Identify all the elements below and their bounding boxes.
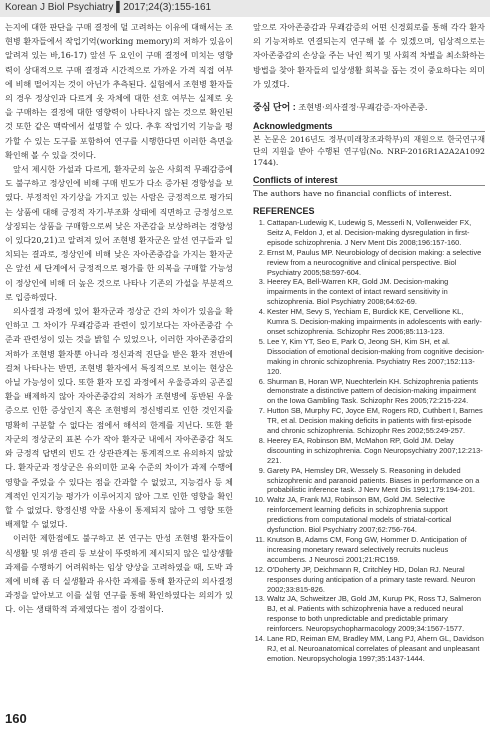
keywords-terms: 조현병·의사결정·무쾌감증·자아존중. [298,102,428,113]
acknowledgments-section [253,121,485,169]
reference-item: 6. Shurman B, Horan WP, Nuechterlein KH. Schizophrenia patients demonstrate a distinctive pattern of decision-making impairment on the Iowa Gambling Task. Schizophr Res 2005;72:215-224. [267,377,485,407]
references-title: REFERENCES [253,206,315,217]
acknowledgments-text: 본 논문은 2016년도 정부(미래창조과학부)의 재원으로 한국연구재단의 지원을 받아 수행된 연구임(No. NRF-2016R1A2A2A1092 1744). [253,135,485,168]
reference-item: 8. Heerey EA, Robinson BM, McMahon RP, Gold JM. Delay discounting in schizophrenia. Cogn Neuropsychiatry 2007;12:213-221. [267,436,485,466]
body-paragraph: 이러한 제한점에도 불구하고 본 연구는 만성 조현병 환자들이 식생활 및 위생 관리 등 보살이 뚜렷하게 제시되지 않은 일상생활 과제를 수행하기 어려워하는 임상 양상을 고려하였을 때, 도박 과제에 비해 좀 더 실생활과 유사한 과제를 통해 환자군의 의사결정 과정을 알아보고 이를 실험 연구를 통해 확인하였다는 의의가 있다. 이는 생태학적 과제였다는 점이 강점이다. [5,533,233,615]
running-head-text: Korean J Biol Psychiatry ▌2017;24(3):155-161 [5,2,212,13]
page-number: 160 [5,711,27,726]
references-section [253,206,485,664]
right-column [253,20,485,664]
reference-item: 14. Lane RD, Reiman EM, Bradley MM, Lang PJ, Ahern GL, Davidson RJ, et al. Neuroanatomical correlates of pleasant and unpleasant emotion. Neuropsychologia 1997;35:1437-1444. [267,634,485,664]
references-list [253,218,485,664]
conflicts-text: The authors have no financial conflicts of interest. [253,188,452,198]
reference-item: 3. Heerey EA, Bell-Warren KR, Gold JM. Decision-making impairments in the context of intact reward sensitivity in schizophrenia. Biol Psychiatry 2008;64:62-69. [267,277,485,307]
body-paragraph: 앞서 제시한 가설과 다르게, 환자군의 높은 사회적 무쾌감증에도 불구하고 정상인에 비해 구매 빈도가 다소 증가된 경향성을 보였다. 부정적인 자기상을 가지고 있는 사람은 긍정적으로 평가되는 상품에 대해 긍정적 자기-부조화 상태에 직면하고 긍정성으로 상징되는 상품을 구매함으로써 낮은 자존감을 보상하려는 경향성이 있다20,21)고 알려져 있어 조현병 환자군은 앞선 연구들과 일치되는 결과로, 정상인에 비해 낮은 자아존중감을 가지는 환자군은 앞선 세 단계에서 긍정적으로 평가를 한 의복을 구매할 가능성이 정상인에 비해 더 높은 것으로 나타나 기존의 가설을 부분적으로 입증하였다. [5,164,233,302]
reference-item: 13. Waltz JA, Schweitzer JB, Gold JM, Kurup PK, Ross TJ, Salmeron BJ, et al. Patients with schizophrenia have a reduced neural response to both unpredictable and predictable primary reinforcers. Neuropsychopharmacology 2009;34:1567-1577. [267,594,485,634]
acknowledgments-title: Acknowledgments [253,121,333,132]
reference-item: 2. Ernst M, Paulus MP. Neurobiology of decision making: a selective review from a neurocognitive and clinical perspective. Biol Psychiatry 2005;58:597-604. [267,248,485,278]
conflicts-title: Conflicts of interest [253,174,338,185]
section-divider [253,185,485,186]
reference-item: 7. Hutton SB, Murphy FC, Joyce EM, Rogers RD, Cuthbert I, Barnes TR, et al. Decision making deficits in patients with first-episode and chronic schizophrenia. Schizophr Res 2002;55:249-257. [267,406,485,436]
reference-item: 5. Lee Y, Kim YT, Seo E, Park O, Jeong SH, Kim SH, et al. Dissociation of emotional decision-making from cognitive decision-making in chronic schizophrenia. Psychiatry Res 2007;152:113-120. [267,337,485,377]
body-paragraph: 앞으로 자아존중감과 무쾌감증의 어떤 신경회로를 통해 각각 환자의 기능저하로 연결되는지 연구해 볼 수 있겠으며, 임상적으로는 자아존중감의 손상을 주는 낙인 찍기 및 사회적 차별을 최소화하는 방법을 찾아 환자들의 일상생활 회복을 돕는 것이 중요하다는 의미가 있겠다. [253,22,485,89]
reference-item: 1. Cattapan-Ludewig K, Ludewig S, Messerli N, Vollenweider FX, Seitz A, Feldon J, et al. Decision-making dysregulation in first-episode schizophrenia. J Nerv Ment Dis 2008;196:157-160. [267,218,485,248]
reference-item: 10. Waltz JA, Frank MJ, Robinson BM, Gold JM. Selective reinforcement learning deficits in schizophrenia support predictions from computational models of striatal-cortical dysfunction. Biol Psychiatry 2007;62:756-764. [267,495,485,535]
section-divider [253,131,485,132]
body-paragraph: 의사결정 과정에 있어 환자군과 정상군 간의 차이가 있음을 확인하고 그 차이가 무쾌감증과 관련이 있기보다는 자아존중감 수준과 관련성이 있는 것을 밝힐 수 있었으나, 이러한 자아존중감의 저하가 조현병 환자뿐 아니라 정신과적 진단을 받은 환자 전반에 걸쳐 나타나는 반면, 조현병 환자에서 특징적으로 보이는 현상은 아닐 가능성이 있다. 또한 환자 모집 과정에서 우울증과의 공존질환을 배제하지 않아 자아존중감의 저하가 조현병에 동반된 우울증으로 인한 증상인지 혹은 조현병의 정신병리로 인한 것인지를 명확히 구분할 수 없다는 점에서 해석의 한계를 지닌다. 또한 환자군의 정상군의 표본 수가 작아 환자군 내에서 자아존중감 척도와 긍정적 답변의 빈도 간 상관관계는 통계적으로 유의하지 않았다. 환자군과 정상군은 유의미한 교육 수준의 차이가 과제 수행에 영향을 주었을 수 있다는 점을 간과할 수 없었고, 지능검사 등 체계적인 인지기능 평가가 이루어지지 않아 그로 인한 영향을 확인할 수 없었다. 향정신병 약물 사용이 통제되지 않아 그 영향 또한 배제할 수 없었다. [5,306,233,530]
reference-item: 12. O'Doherty JP, Deichmann R, Critchley HD, Dolan RJ. Neural responses during anticipation of a primary taste reward. Neuron 2002;33:815-826. [267,565,485,595]
running-header [0,0,490,17]
reference-item: 9. Garety PA, Hemsley DR, Wessely S. Reasoning in deluded schizophrenic and paranoid patients. Biases in performance on a probabilistic inference task. J Nerv Ment Dis 1991;179:194-201. [267,466,485,496]
keywords-label: 중심 단어 : [253,102,296,113]
reference-item: 4. Kester HM, Sevy S, Yechiam E, Burdick KE, Cervellione KL, Kumra S. Decision-making impairments in adolescents with early-onset schizophrenia. Schizophr Res 2006;85:113-123. [267,307,485,337]
conflicts-section [253,175,485,200]
left-column [5,20,233,617]
keywords-line [253,100,485,113]
reference-item: 11. Knutson B, Adams CM, Fong GW, Hommer D. Anticipation of increasing monetary reward selectively recruits nucleus accumbens. J Neurosci 2001;21:RC159. [267,535,485,565]
body-paragraph: 는지에 대한 판단을 구매 결정에 덜 고려하는 이유에 대해서는 조현병 환자들에서 작업기억(working memory)의 저하가 있음이 알려져 있는 바,16-17) 앞선 두 요인이 구매 결정에 미치는 영향력이 상대적으로 구매 결정과 시간적으로 가까운 가격 직접 여부에 비해 떨어지는 것이 아닌가 추측된다. 실험에서 조현병 환자들의 경우 정상인과 다르게 옷 자체에 대한 선호 여부는 실제로 옷을 구매하는 결정에 대한 영향력이 나타나지 않는 것으로 확인된 것 또한 같은 맥락에서 설명할 수 있다. 추후 작업기억 기능을 평가할 수 있는 도구를 포함하여 연구를 시행한다면 이러한 측면을 확인해 볼 수 있을 것이다. [5,22,233,160]
